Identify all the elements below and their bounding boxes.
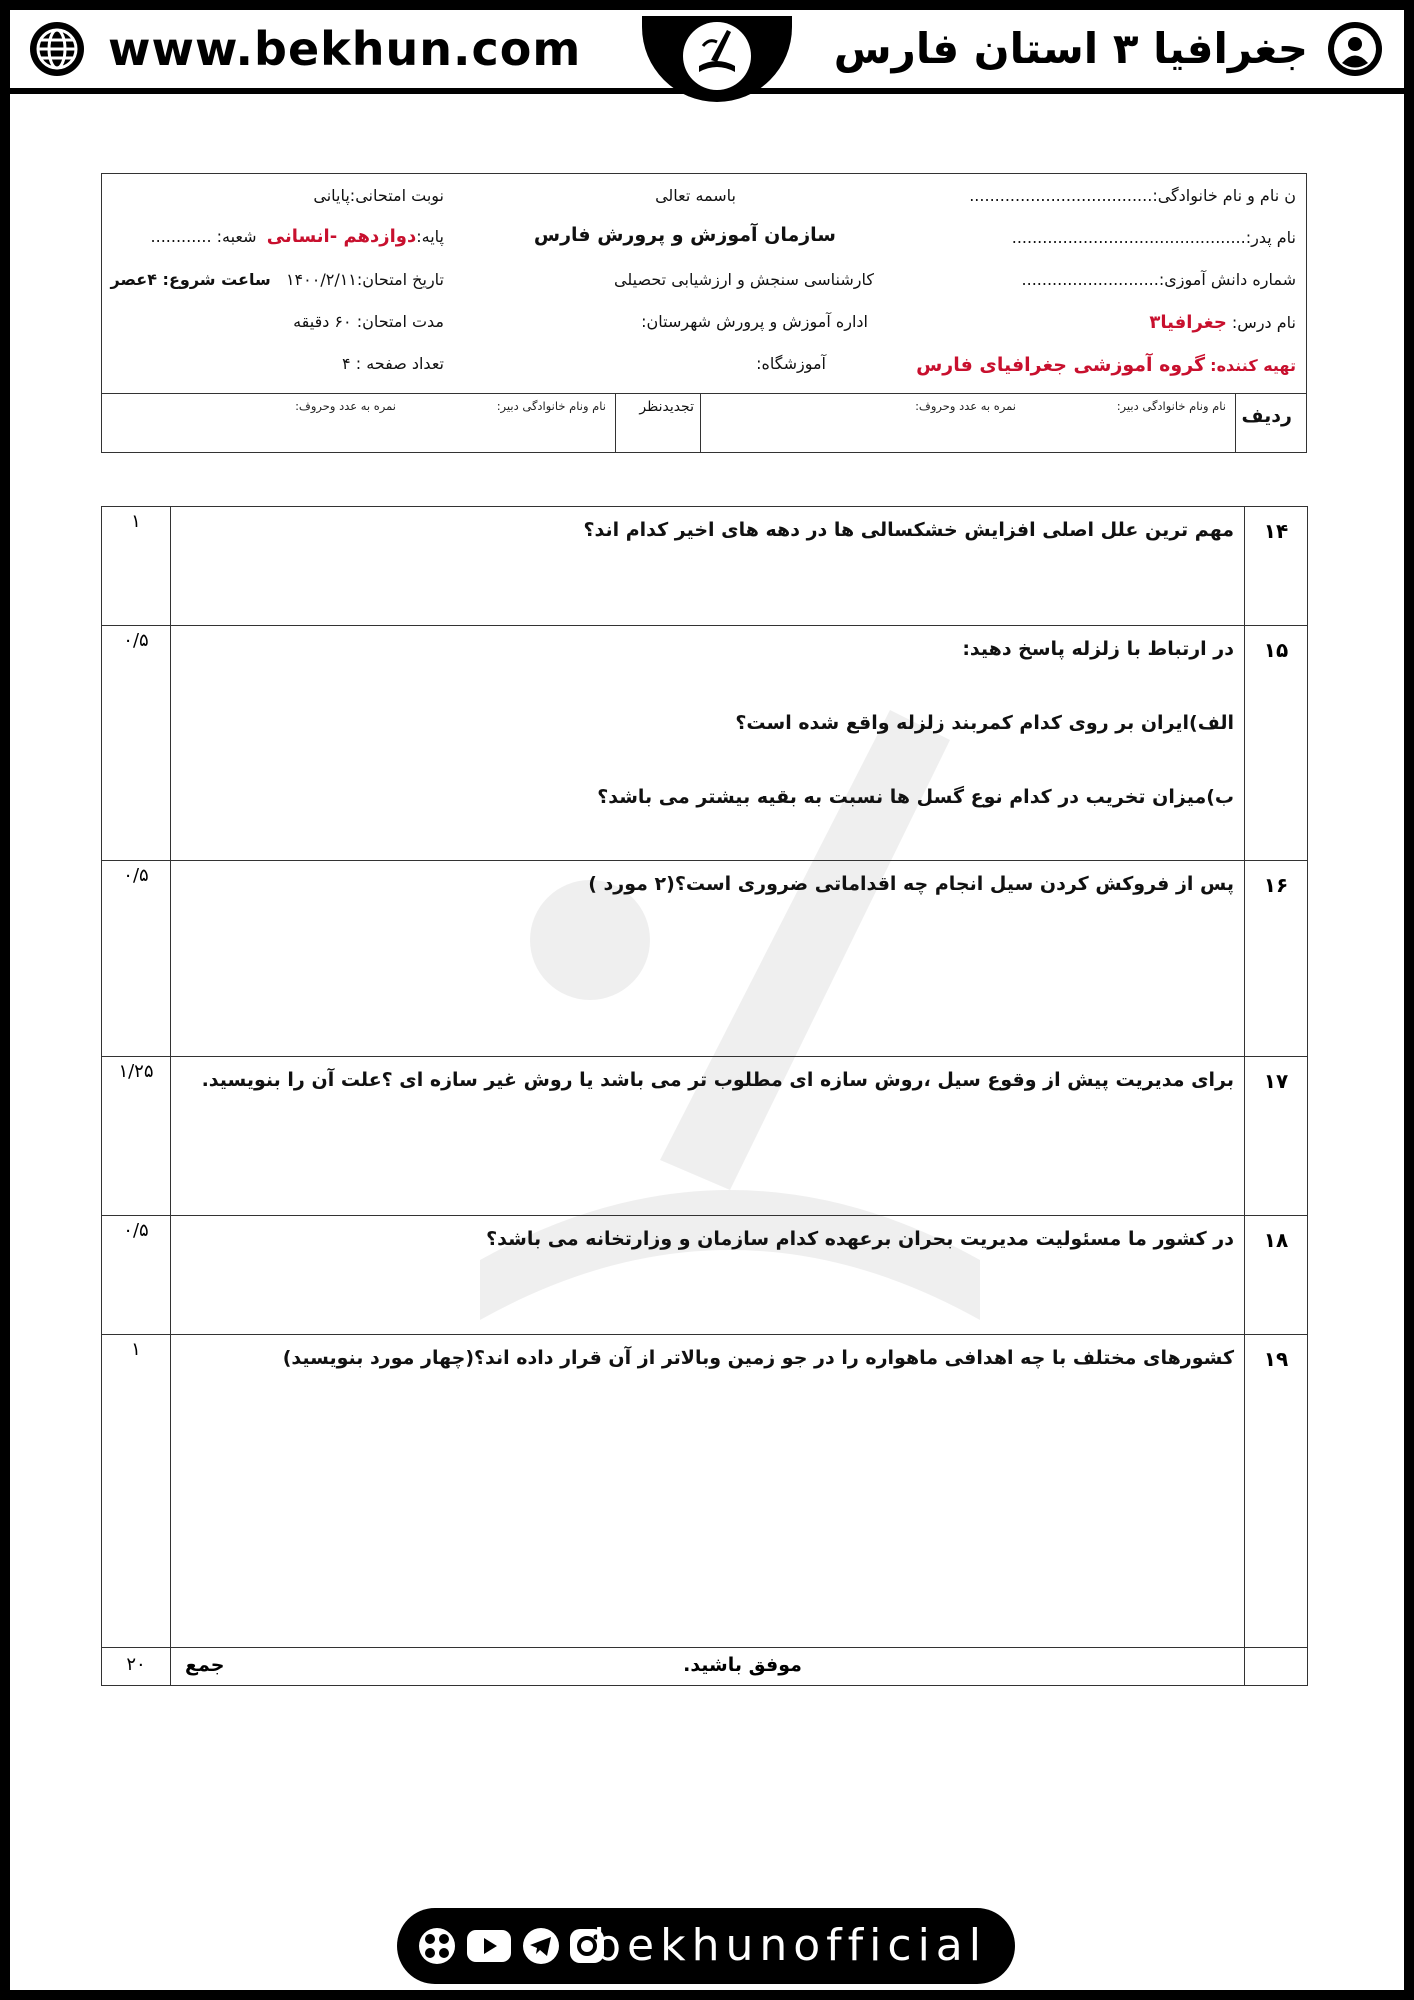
questions-table [101,506,1308,1686]
divider [700,393,701,452]
question-score: ۰/۵ [102,626,171,861]
question-text[interactable]: کشورهای مختلف با چه اهدافی ماهواره را در جو زمین وبالاتر از آن قرار داده اند؟(چهار مورد بنویسید) [171,1335,1245,1648]
page-title: جغرافیا ۳ استان فارس [833,24,1308,73]
question-number: ۱۵ [1245,626,1308,861]
divider [1235,393,1236,452]
basmala: باسمه تعالی [655,186,736,205]
question-text[interactable]: مهم ترین علل اصلی افزایش خشکسالی ها در دهه های اخیر کدام اند؟ [171,507,1245,626]
question-text[interactable]: برای مدیریت پیش از وقوع سیل ،روش سازه ای مطلوب تر می باشد یا روش غیر سازه ای ؟علت آن را بنویسید. [171,1057,1245,1216]
student-number-field[interactable]: شماره دانش آموزی:........................... [1021,270,1296,289]
question-score: ۰/۵ [102,1216,171,1335]
score-field[interactable]: نمره به عدد وحروف: [915,399,1016,413]
question-text[interactable]: در ارتباط با زلزله پاسخ دهید: الف)ایران بر روی کدام کمربند زلزله واقع شده است؟ ب)میزان تخریب در کدام نوع گسل ها نسبت به بقیه بیشتر می باشد؟ [171,626,1245,861]
total-score: ۲۰ [102,1648,171,1686]
divider [615,393,616,452]
total-label: جمع [185,1654,225,1676]
question-score: ۱ [102,507,171,626]
question-number: ۱۸ [1245,1216,1308,1335]
question-row [102,626,1308,861]
question-row [102,1216,1308,1335]
student-name-field[interactable]: ن نام و نام خانوادگی:.................................... [969,186,1296,205]
good-luck-message: موفق باشید. [683,1654,802,1676]
exam-turn: نوبت امتحانی:پایانی [313,186,444,205]
row-label: ردیف [1241,405,1292,427]
school-field[interactable]: آموزشگاه: [756,354,826,373]
exam-duration: مدت امتحان: ۶۰ دقیقه [293,312,444,331]
globe-icon [28,20,86,78]
organization: سازمان آموزش و پرورش فارس [533,224,836,246]
social-handle[interactable]: bekhunofficial [593,1920,987,1971]
social-bar [397,1908,1015,1984]
page-count: تعداد صفحه : ۴ [342,354,444,373]
question-row [102,1057,1308,1216]
teacher-name-field-review[interactable]: نام ونام خانوادگی دبیر: [496,399,606,413]
total-row [102,1648,1308,1686]
question-row [102,507,1308,626]
question-score: ۰/۵ [102,861,171,1057]
footer-cell [171,1648,1245,1686]
question-text[interactable]: پس از فروکش کردن سیل انجام چه اقداماتی ضروری است؟(۲ مورد ) [171,861,1245,1057]
brand-logo [642,16,792,102]
department: کارشناسی سنجش و ارزشیابی تحصیلی [613,270,874,289]
preparer: تهیه کننده: گروه آموزشی جغرافیای فارس [916,354,1296,376]
user-icon [1326,20,1384,78]
question-number: ۱۴ [1245,507,1308,626]
divider [102,393,1306,394]
grade-branch: پایه:دوازدهم -انسانی شعبه: ............ [150,226,444,247]
question-number: ۱۹ [1245,1335,1308,1648]
telegram-icon[interactable] [521,1926,561,1966]
top-bar [10,10,1404,94]
course-name: نام درس: جغرافیا۳ [1149,312,1296,333]
review-label: تجدیدنظر [639,399,694,415]
question-text[interactable]: در کشور ما مسئولیت مدیریت بحران برعهده کدام سازمان و وزارتخانه می باشد؟ [171,1216,1245,1335]
site-url[interactable]: www.bekhun.com [108,22,582,76]
youtube-icon[interactable] [465,1926,513,1966]
question-score: ۱ [102,1335,171,1648]
question-number: ۱۷ [1245,1057,1308,1216]
question-score: ۱/۲۵ [102,1057,171,1216]
score-field-review[interactable]: نمره به عدد وحروف: [295,399,396,413]
father-name-field[interactable]: نام پدر:.............................................. [1011,228,1296,247]
teacher-name-field[interactable]: نام ونام خانوادگی دبیر: [1116,399,1226,413]
city-office-field[interactable]: اداره آموزش و پرورش شهرستان: [641,312,868,331]
exam-date-time: تاریخ امتحان:۱۴۰۰/۲/۱۱ ساعت شروع: ۴عصر [110,270,444,289]
book-quill-icon [677,16,757,96]
question-number: ۱۶ [1245,861,1308,1057]
empty-cell [1245,1648,1308,1686]
exam-header [101,173,1307,453]
question-row [102,1335,1308,1648]
aparat-icon[interactable] [417,1926,457,1966]
question-row [102,861,1308,1057]
